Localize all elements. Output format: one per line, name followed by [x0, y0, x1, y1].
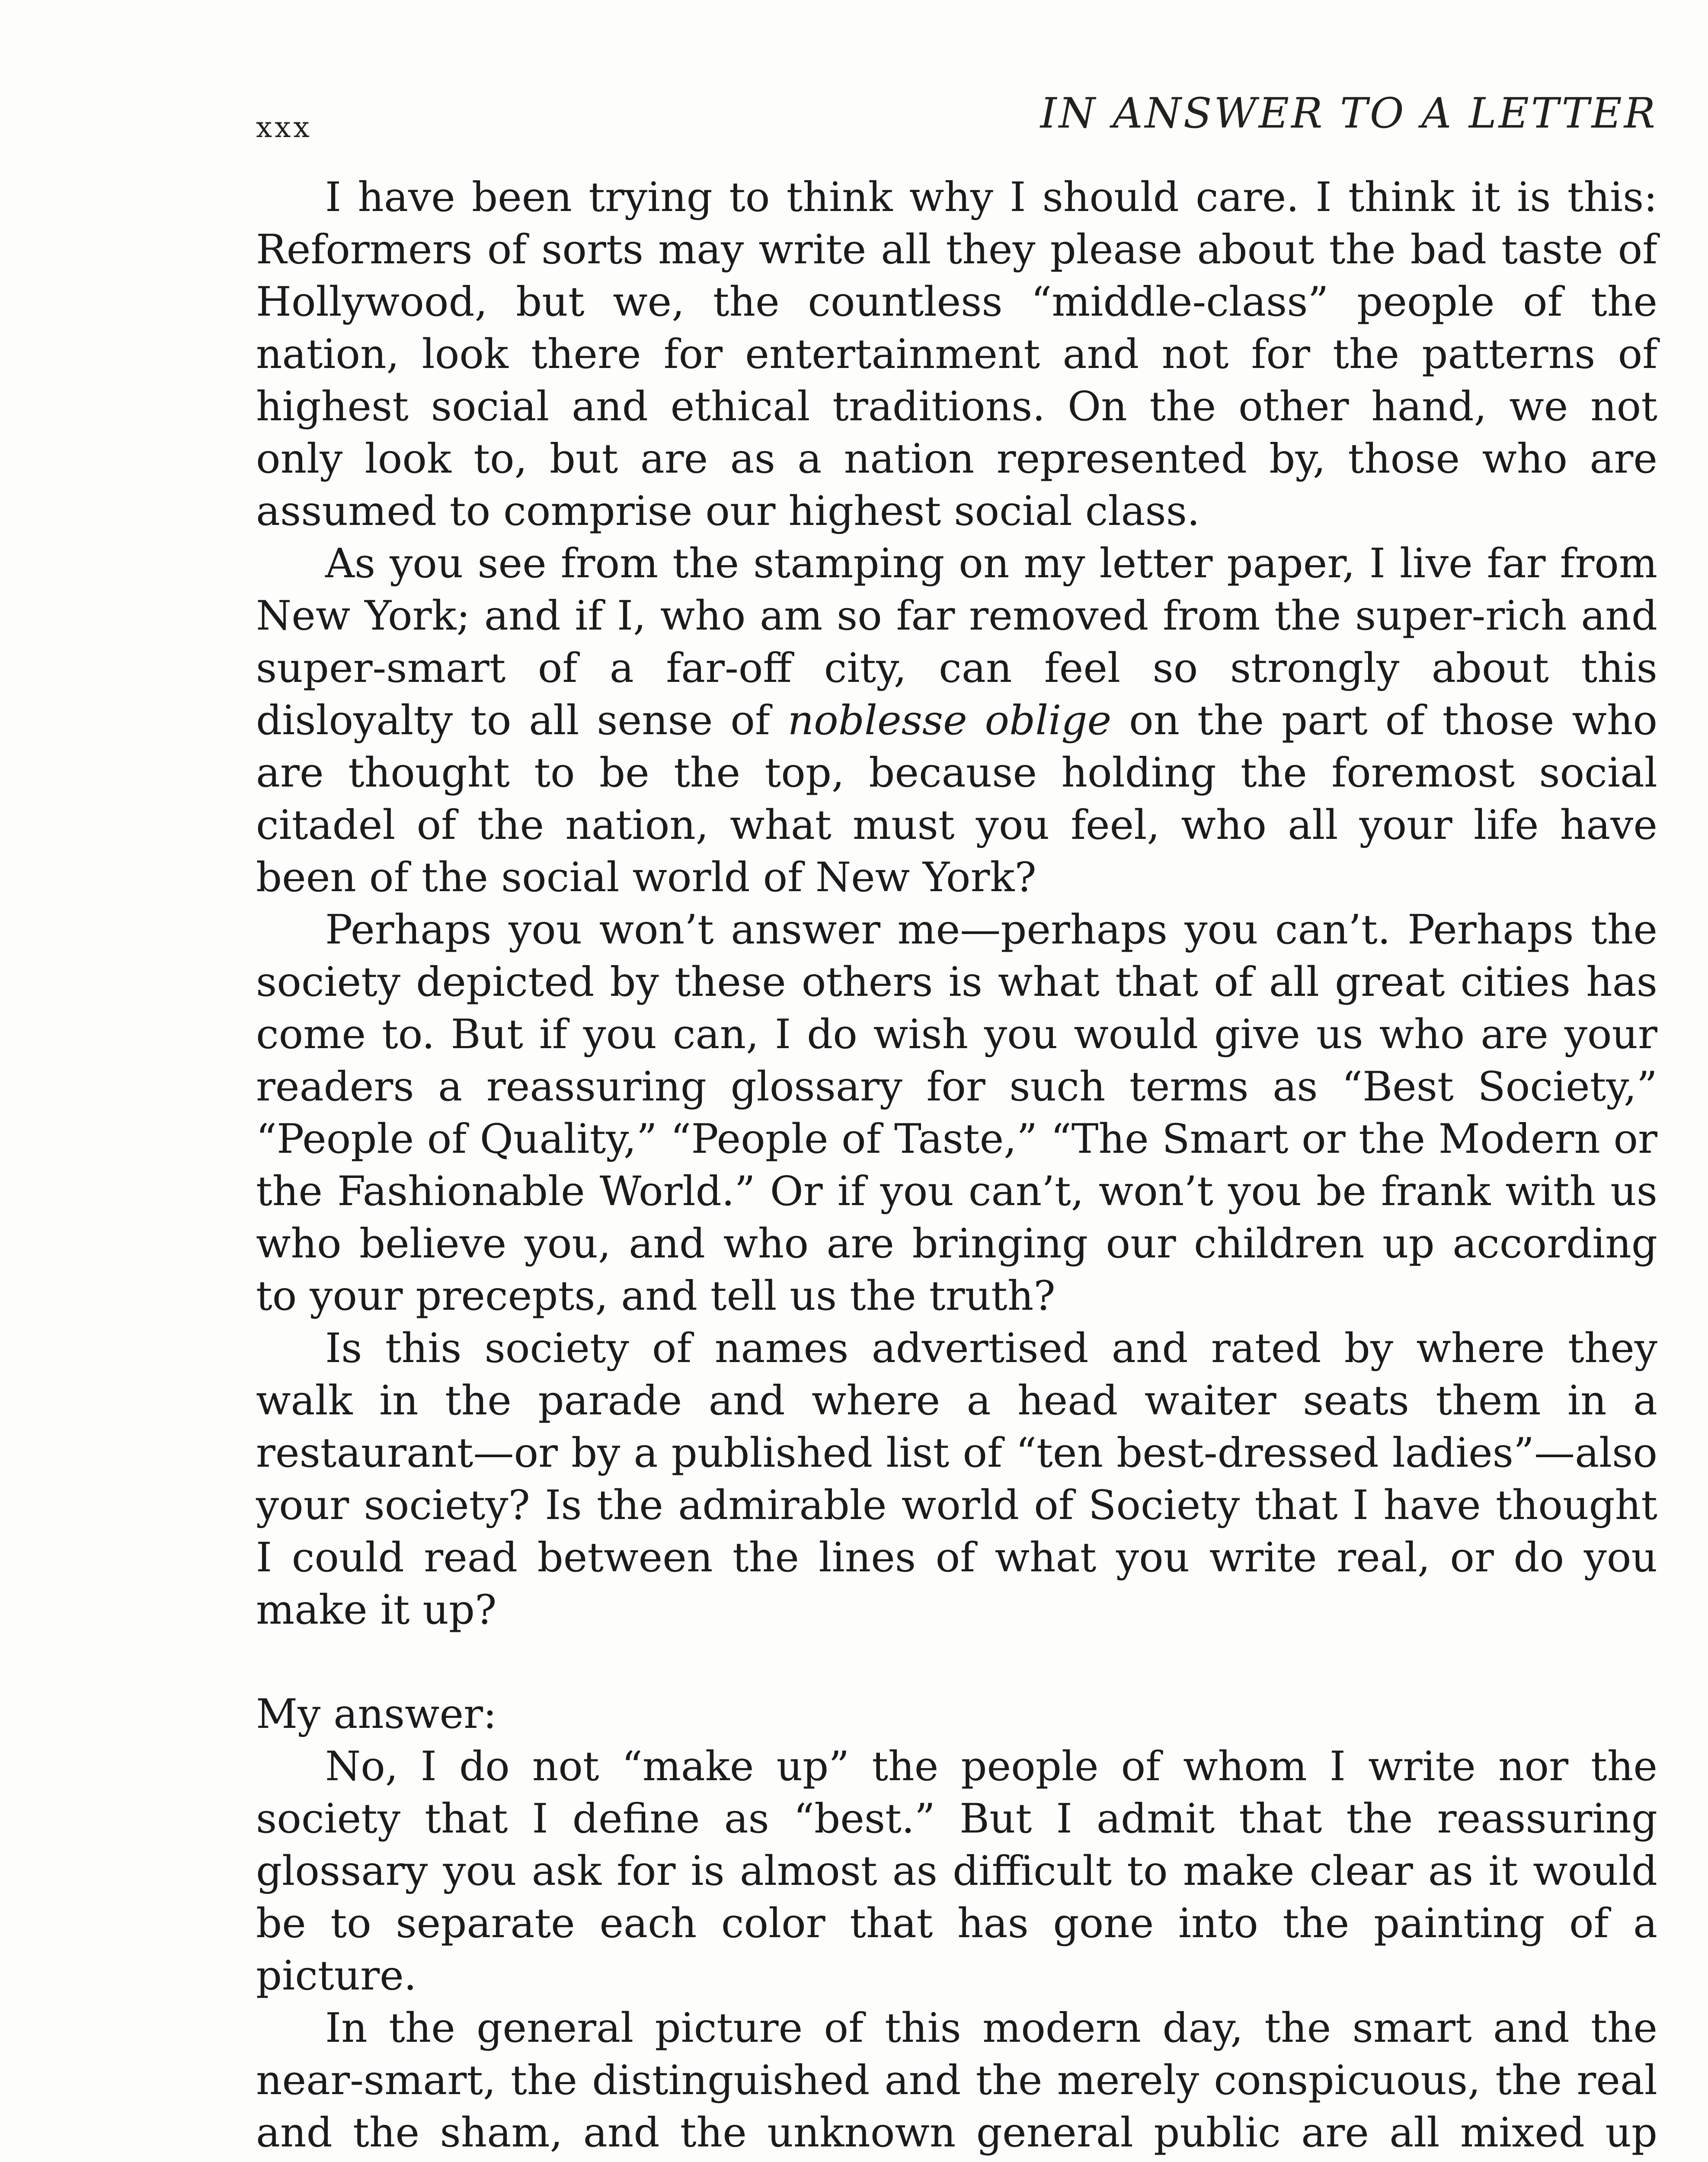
page-number: xxx	[256, 111, 312, 144]
answer-label: My answer:	[256, 1691, 497, 1738]
letter-paragraph: As you see from the stamping on my letter paper, I live far from New York; and if I, who am so far removed from the super-rich and super-smart of a far-off city, can feel so strongly about this disloyalty to all sense of noblesse oblige on the part of those who are thought to be the top, because holding the foremost social citadel of the nation, what must you feel, who all your life have been of the social world of New York?	[256, 540, 1657, 901]
running-head	[256, 89, 1657, 144]
section-gap	[256, 1636, 1657, 1688]
answer-paragraph: No, I do not “make up” the people of whom I write nor the society that I define as “best.” But I admit that the reassuring glossary you ask for is almost as difficult to make clear as it would be to separate each color that has gone into the painting of a picture.	[256, 1743, 1657, 1999]
answer-paragraph: In the general picture of this modern day, the smart and the near-smart, the distinguished and the merely conspicuous, the real and the sham, and the unknown general public are all mixed up	[256, 2005, 1657, 2156]
italic-phrase: noblesse oblige	[787, 697, 1112, 744]
letter-paragraph: Is this society of names advertised and rated by where they walk in the parade and where a head waiter seats them in a restaurant—or by a published list of “ten best-dressed ladies”—also your society? Is the admirable world of Society that I have thought I could read between the lines of what you write real, or do you make it up?	[256, 1325, 1657, 1634]
letter-paragraph: I have been trying to think why I should care. I think it is this: Reformers of sorts may write all they please about the bad taste of Hollywood, but we, the countless “middle-class” people of the nation, look there for entertainment and not for the patterns of highest social and ethical traditions. On the other hand, we not only look to, but are as a nation represented by, those who are assumed to comprise our highest social class.	[256, 174, 1657, 535]
chapter-title: IN ANSWER TO A LETTER	[1040, 89, 1657, 138]
letter-paragraph: Perhaps you won’t answer me—perhaps you can’t. Perhaps the society depicted by these others is what that of all great cities has come to. But if you can, I do wish you would give us who are your readers a reassuring glossary for such terms as “Best Society,” “People of Quality,” “People of Taste,” “The Smart or the Modern or the Fashionable World.” Or if you can’t, won’t you be frank with us who believe you, and who are bringing our children up according to your precepts, and tell us the truth?	[256, 906, 1657, 1320]
body-text	[256, 171, 1657, 2162]
